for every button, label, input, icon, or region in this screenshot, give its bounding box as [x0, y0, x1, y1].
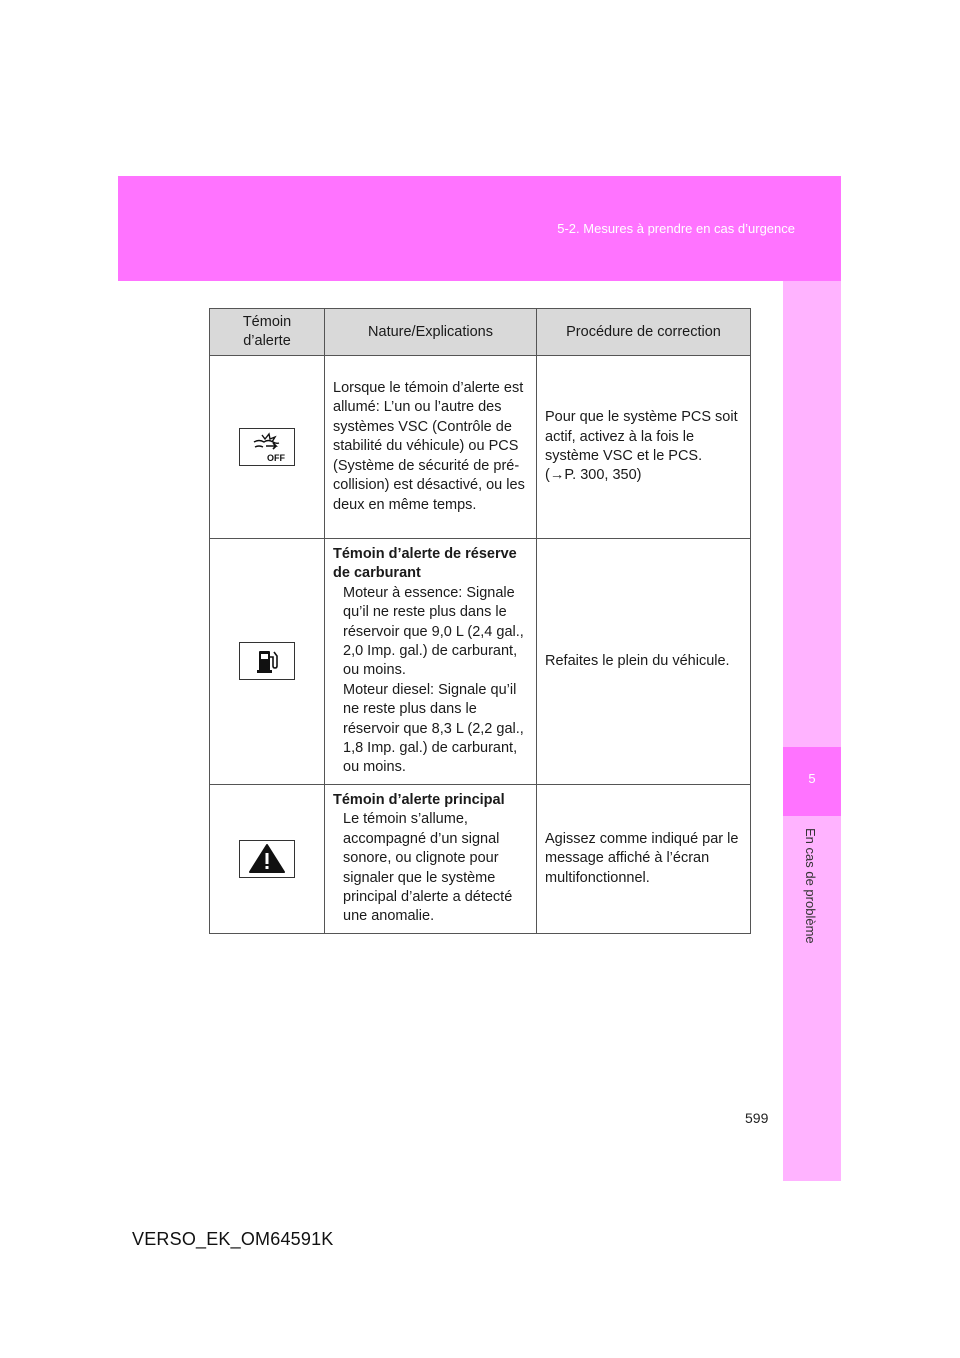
document-code: VERSO_EK_OM64591K	[132, 1229, 334, 1249]
icon-cell	[210, 356, 325, 539]
nature-cell: Lorsque le témoin d’alerte est allumé: L’un ou l’autre des systèmes VSC (Contrôle de stabilité du véhicule) ou PCS (Système de sécurité de pré-collision) est désactivé, ou les deux en même temps.	[325, 356, 537, 539]
chapter-side-tab	[783, 281, 841, 1181]
page-reference: (→P. 300, 350)	[545, 467, 642, 484]
page-number: 599	[745, 1110, 769, 1126]
nature-diesel-text: Moteur diesel: Signale qu’il ne reste plus dans le réservoir que 8,3 L (2,2 gal., 1,8 Imp. gal.) de carburant, ou moins.	[343, 681, 524, 776]
column-header-correction: Procédure de correction	[537, 309, 751, 356]
table-header-row	[210, 309, 751, 356]
svg-text:OFF: OFF	[267, 453, 285, 463]
nature-title: Témoin d’alerte de réserve de carburant	[333, 546, 517, 582]
chapter-number-box	[783, 747, 841, 816]
nature-text: Le témoin s’allume, accompagné d’un signal sonore, ou clignote pour signaler que le système principal d’alerte a détecté une anomalie.	[343, 811, 513, 925]
fuel-pump-icon	[239, 642, 295, 680]
column-header-warning-light: Témoin d’alerte	[210, 309, 325, 356]
icon-cell	[210, 539, 325, 785]
correction-cell: Agissez comme indiqué par le message affiché à l’écran multifonctionnel.	[537, 784, 751, 933]
correction-cell	[537, 356, 751, 539]
nature-cell	[325, 784, 537, 933]
vsc-off-icon	[239, 428, 295, 466]
master-warning-icon	[239, 840, 295, 878]
warning-lights-table	[209, 308, 751, 934]
table-row	[210, 356, 751, 539]
table-row	[210, 784, 751, 933]
chapter-label: En cas de problème	[803, 828, 818, 944]
section-title: 5-2. Mesures à prendre en cas d’urgence	[557, 221, 795, 236]
correction-cell: Refaites le plein du véhicule.	[537, 539, 751, 785]
column-header-nature: Nature/Explications	[325, 309, 537, 356]
icon-cell	[210, 784, 325, 933]
nature-cell	[325, 539, 537, 785]
nature-title: Témoin d’alerte principal	[333, 791, 505, 808]
correction-text: Pour que le système PCS soit actif, activez à la fois le système VSC et le PCS.	[545, 409, 738, 464]
header-band	[118, 176, 841, 281]
table-row	[210, 539, 751, 785]
chapter-number: 5	[808, 771, 816, 786]
nature-gasoline-text: Moteur à essence: Signale qu’il ne reste plus dans le réservoir que 9,0 L (2,4 gal., 2,0 Imp. gal.) de carburant, ou moins.	[343, 584, 524, 679]
